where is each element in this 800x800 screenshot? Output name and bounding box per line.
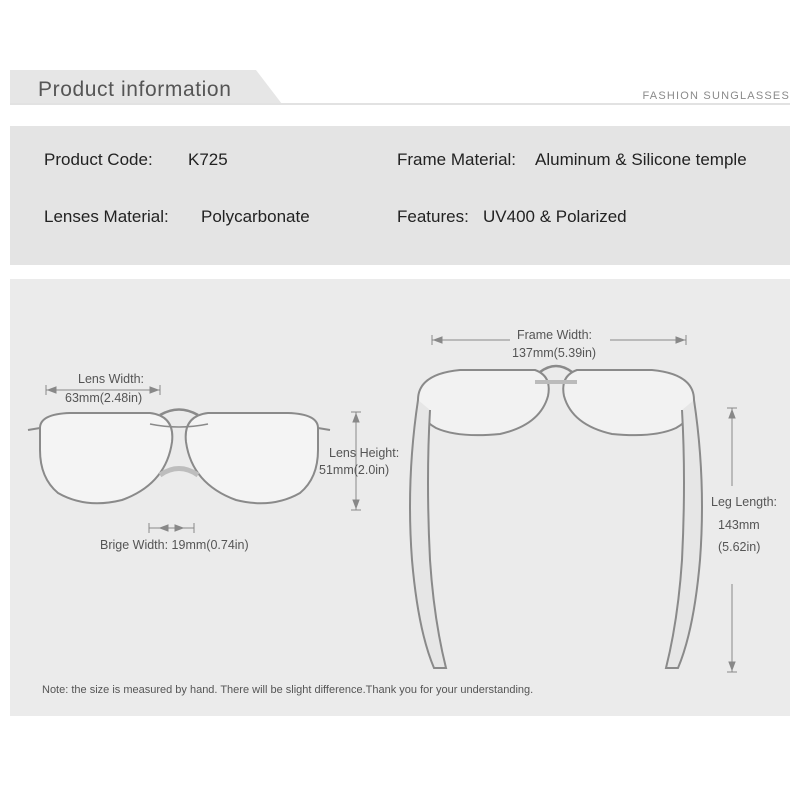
features-label: Features: xyxy=(397,207,469,226)
lenses-material-label: Lenses Material: xyxy=(44,207,169,226)
frame-material-label: Frame Material: xyxy=(397,150,517,169)
section-title: Product information xyxy=(38,78,232,101)
lens-width-label: Lens Width: xyxy=(78,372,145,386)
frame-width-value: 137mm(5.39in) xyxy=(512,346,597,360)
product-code-value: K725 xyxy=(188,150,228,169)
lens-width-value: 63mm(2.48in) xyxy=(65,391,143,405)
lens-height-label: Lens Height: xyxy=(329,446,400,460)
frame-material-value: Aluminum & Silicone temple xyxy=(535,150,747,169)
leg-length-mm: 143mm xyxy=(718,518,760,532)
leg-length-label: Leg Length: xyxy=(711,495,778,509)
header-subtitle: FASHION SUNGLASSES xyxy=(642,90,790,102)
lenses-material-value: Polycarbonate xyxy=(201,207,310,226)
front-view-sunglasses-icon xyxy=(28,410,330,504)
bridge-width-label: Brige Width: 19mm(0.74in) xyxy=(100,538,249,552)
measurement-note: Note: the size is measured by hand. There will be slight difference.Thank you for your understanding. xyxy=(42,684,534,696)
lens-height-value: 51mm(2.0in) xyxy=(319,463,390,477)
top-view-sunglasses-icon xyxy=(410,366,702,668)
leg-length-in: (5.62in) xyxy=(718,540,761,554)
frame-width-label: Frame Width: xyxy=(517,328,593,342)
product-code-label: Product Code: xyxy=(44,150,153,169)
features-value: UV400 & Polarized xyxy=(483,207,627,226)
